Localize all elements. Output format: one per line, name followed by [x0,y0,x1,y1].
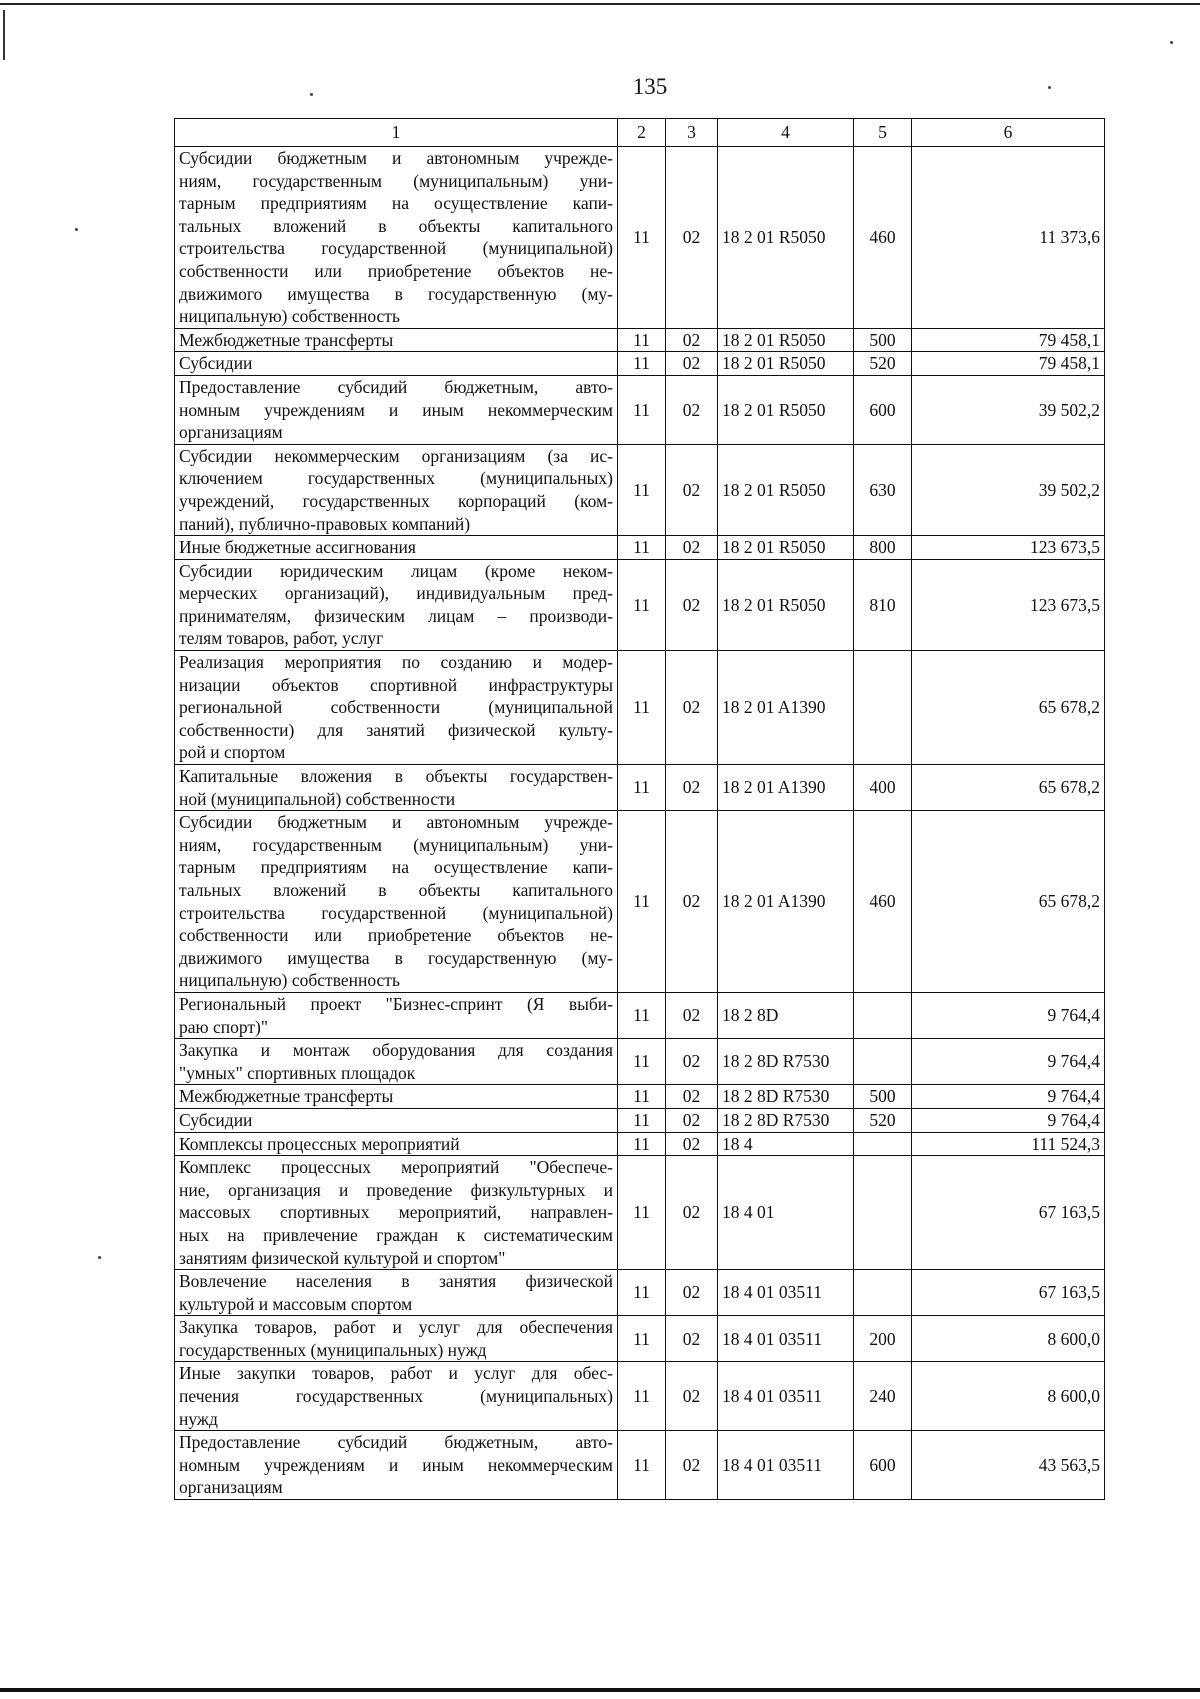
column-header: 5 [854,119,912,147]
subsection-code: 02 [666,1270,718,1316]
amount: 123 673,5 [912,559,1105,650]
scan-speck [98,1256,101,1259]
column-header: 3 [666,119,718,147]
amount: 67 163,5 [912,1156,1105,1270]
table-row [175,328,1105,352]
subsection-code: 02 [666,536,718,560]
subsection-code: 02 [666,1431,718,1500]
table-row [175,1431,1105,1500]
target-article-code: 18 2 8D R7530 [718,1108,854,1132]
table-row [175,536,1105,560]
table-row [175,651,1105,765]
expense-type-code: 800 [854,536,912,560]
expense-type-code [854,651,912,765]
expense-type-code: 630 [854,444,912,535]
table-header-row [175,119,1105,147]
section-code: 11 [618,651,666,765]
section-code: 11 [618,1108,666,1132]
amount: 9 764,4 [912,992,1105,1038]
amount: 43 563,5 [912,1431,1105,1500]
target-article-code: 18 4 01 03511 [718,1431,854,1500]
amount: 9 764,4 [912,1108,1105,1132]
table-row [175,352,1105,376]
row-description: Закупка и монтаж оборудования для создания "умных" спортивных площадок [175,1039,618,1085]
target-article-code: 18 4 01 03511 [718,1362,854,1431]
table-row [175,1132,1105,1156]
subsection-code: 02 [666,1156,718,1270]
target-article-code: 18 2 01 R5050 [718,559,854,650]
amount: 79 458,1 [912,352,1105,376]
budget-table [174,118,1105,1500]
table-row [175,444,1105,535]
section-code: 11 [618,536,666,560]
expense-type-code [854,1039,912,1085]
table-row [175,1270,1105,1316]
section-code: 11 [618,1431,666,1500]
expense-type-code [854,1132,912,1156]
amount: 8 600,0 [912,1362,1105,1431]
section-code: 11 [618,992,666,1038]
target-article-code: 18 2 01 A1390 [718,651,854,765]
section-code: 11 [618,328,666,352]
row-description: Реализация мероприятия по созданию и модер- низации объектов спортивной инфраструктуры региональной собственности (муниципальной собственности) для занятий физической культу- рой и спортом [175,651,618,765]
table-row [175,1039,1105,1085]
scan-edge-top [0,3,1200,5]
row-description: Вовлечение населения в занятия физической культурой и массовым спортом [175,1270,618,1316]
subsection-code: 02 [666,811,718,993]
row-description: Иные бюджетные ассигнования [175,536,618,560]
subsection-code: 02 [666,1132,718,1156]
section-code: 11 [618,352,666,376]
section-code: 11 [618,559,666,650]
target-article-code: 18 2 8D R7530 [718,1039,854,1085]
subsection-code: 02 [666,375,718,444]
section-code: 11 [618,1270,666,1316]
column-header: 6 [912,119,1105,147]
scan-edge-bottom [0,1688,1200,1692]
page-number: 135 [632,74,668,99]
expense-type-code [854,992,912,1038]
section-code: 11 [618,1156,666,1270]
target-article-code: 18 2 01 R5050 [718,375,854,444]
expense-type-code: 200 [854,1316,912,1362]
expense-type-code: 460 [854,147,912,329]
row-description: Межбюджетные трансферты [175,328,618,352]
expense-type-code [854,1156,912,1270]
amount: 9 764,4 [912,1039,1105,1085]
amount: 39 502,2 [912,444,1105,535]
subsection-code: 02 [666,651,718,765]
subsection-code: 02 [666,765,718,811]
target-article-code: 18 2 01 A1390 [718,811,854,993]
row-description: Субсидии бюджетным и автономным учрежде- ниям, государственным (муниципальным) уни- тарным предприятиям на осуществление капи- тальных вложений в объекты капитального строительства государственной (муниципальной) собственности или приобретение объектов не- движимого имущества в государственную (му- ниципальную) собственность [175,811,618,993]
amount: 65 678,2 [912,811,1105,993]
target-article-code: 18 2 01 A1390 [718,765,854,811]
amount: 123 673,5 [912,536,1105,560]
subsection-code: 02 [666,559,718,650]
amount: 79 458,1 [912,328,1105,352]
target-article-code: 18 2 01 R5050 [718,352,854,376]
scan-speck [1170,41,1173,44]
table-row [175,1108,1105,1132]
table-row [175,992,1105,1038]
table-row [175,147,1105,329]
expense-type-code: 600 [854,375,912,444]
row-description: Капитальные вложения в объекты государствен- ной (муниципальной) собственности [175,765,618,811]
expense-type-code: 460 [854,811,912,993]
section-code: 11 [618,1362,666,1431]
target-article-code: 18 2 8D R7530 [718,1085,854,1109]
section-code: 11 [618,375,666,444]
column-header: 1 [175,119,618,147]
target-article-code: 18 2 01 R5050 [718,147,854,329]
target-article-code: 18 2 8D [718,992,854,1038]
row-description: Закупка товаров, работ и услуг для обеспечения государственных (муниципальных) нужд [175,1316,618,1362]
target-article-code: 18 2 01 R5050 [718,536,854,560]
subsection-code: 02 [666,1316,718,1362]
column-header: 4 [718,119,854,147]
row-description: Субсидии юридическим лицам (кроме неком- мерческих организаций), индивидуальным пред- принимателям, физическим лицам – производи- телям товаров, работ, услуг [175,559,618,650]
subsection-code: 02 [666,147,718,329]
subsection-code: 02 [666,328,718,352]
expense-type-code [854,1270,912,1316]
table-row [175,1085,1105,1109]
expense-type-code: 600 [854,1431,912,1500]
target-article-code: 18 4 01 03511 [718,1316,854,1362]
row-description: Комплекс процессных мероприятий "Обеспече- ние, организация и проведение физкультурных и массовых спортивных мероприятий, направлен- ных на привлечение граждан к систематическим занятиям физической культурой и спортом" [175,1156,618,1270]
row-description: Комплексы процессных мероприятий [175,1132,618,1156]
row-description: Субсидии некоммерческим организациям (за ис- ключением государственных (муниципальных) учреждений, государственных корпораций (ком- паний), публично-правовых компаний) [175,444,618,535]
section-code: 11 [618,1132,666,1156]
expense-type-code: 500 [854,328,912,352]
table-row [175,1316,1105,1362]
amount: 9 764,4 [912,1085,1105,1109]
amount: 67 163,5 [912,1270,1105,1316]
row-description: Региональный проект "Бизнес-спринт (Я выби- раю спорт)" [175,992,618,1038]
amount: 11 373,6 [912,147,1105,329]
table-row [175,765,1105,811]
section-code: 11 [618,1085,666,1109]
expense-type-code: 400 [854,765,912,811]
subsection-code: 02 [666,992,718,1038]
row-description: Субсидии бюджетным и автономным учрежде- ниям, государственным (муниципальным) уни- тарным предприятиям на осуществление капи- тальных вложений в объекты капитального строительства государственной (муниципальной) собственности или приобретение объектов не- движимого имущества в государственную (му- ниципальную) собственность [175,147,618,329]
table-row [175,811,1105,993]
section-code: 11 [618,444,666,535]
table-row [175,375,1105,444]
section-code: 11 [618,147,666,329]
subsection-code: 02 [666,1039,718,1085]
row-description: Иные закупки товаров, работ и услуг для обес- печения государственных (муниципальных) нужд [175,1362,618,1431]
expense-type-code: 500 [854,1085,912,1109]
target-article-code: 18 4 01 03511 [718,1270,854,1316]
scan-edge-left [3,10,5,60]
table-row [175,559,1105,650]
subsection-code: 02 [666,352,718,376]
target-article-code: 18 4 [718,1132,854,1156]
amount: 65 678,2 [912,765,1105,811]
amount: 65 678,2 [912,651,1105,765]
column-header: 2 [618,119,666,147]
row-description: Предоставление субсидий бюджетным, авто- номным учреждениям и иным некоммерческим организациям [175,375,618,444]
target-article-code: 18 4 01 [718,1156,854,1270]
target-article-code: 18 2 01 R5050 [718,328,854,352]
table-row [175,1362,1105,1431]
section-code: 11 [618,765,666,811]
amount: 39 502,2 [912,375,1105,444]
scan-speck [75,228,78,231]
section-code: 11 [618,1316,666,1362]
amount: 8 600,0 [912,1316,1105,1362]
row-description: Субсидии [175,1108,618,1132]
amount: 111 524,3 [912,1132,1105,1156]
subsection-code: 02 [666,1362,718,1431]
subsection-code: 02 [666,444,718,535]
row-description: Предоставление субсидий бюджетным, авто- номным учреждениям и иным некоммерческим организациям [175,1431,618,1500]
subsection-code: 02 [666,1108,718,1132]
table-row [175,1156,1105,1270]
row-description: Межбюджетные трансферты [175,1085,618,1109]
expense-type-code: 520 [854,352,912,376]
section-code: 11 [618,1039,666,1085]
target-article-code: 18 2 01 R5050 [718,444,854,535]
expense-type-code: 240 [854,1362,912,1431]
expense-type-code: 810 [854,559,912,650]
expense-type-code: 520 [854,1108,912,1132]
row-description: Субсидии [175,352,618,376]
section-code: 11 [618,811,666,993]
subsection-code: 02 [666,1085,718,1109]
